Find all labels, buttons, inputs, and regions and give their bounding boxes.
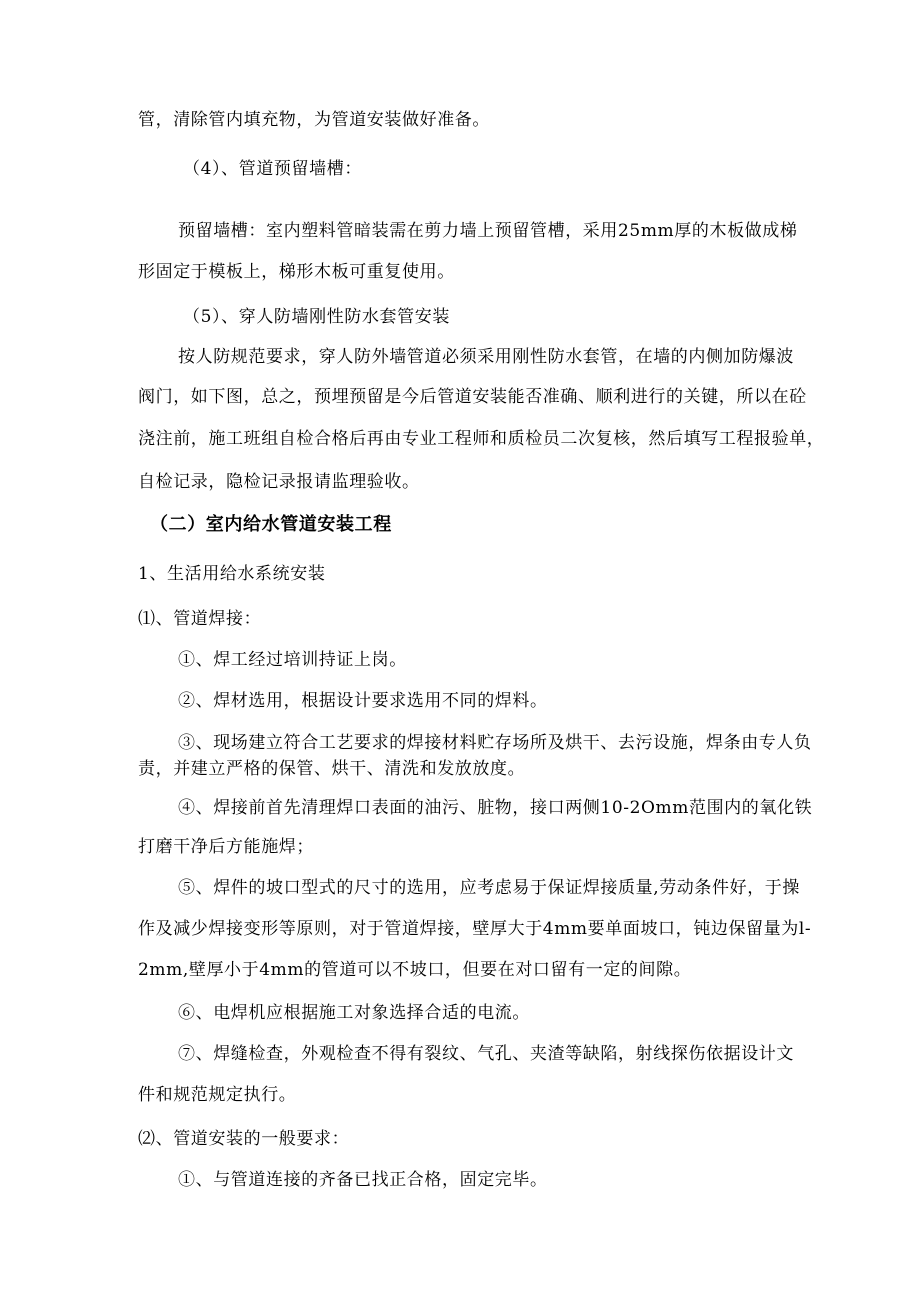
- list-item-continuation: 件和规范规定执行。: [138, 1085, 297, 1105]
- subsection-heading: ⑴、管道焊接：: [138, 609, 262, 629]
- paragraph-line: 预留墙槽：室内塑料管暗装需在剪力墙上预留管槽，采用25mm厚的木板做成梯: [178, 221, 798, 241]
- list-item: ⑥、电焊机应根据施工对象选择合适的电流。: [178, 1003, 530, 1023]
- list-item-continuation: 2mm,壁厚小于4mm的管道可以不坡口，但要在对口留有一定的间隙。: [138, 960, 692, 980]
- list-item: ②、焊材选用，根据设计要求选用不同的焊料。: [178, 691, 548, 711]
- list-item-continuation: 打磨干净后方能施焊；: [138, 837, 314, 857]
- paragraph-line: 浇注前，施工班组自检合格后再由专业工程师和质检员二次复核，然后填写工程报验单，: [138, 429, 825, 449]
- subsection-heading: （4）、管道预留墙槽：: [183, 159, 362, 179]
- list-item: ⑦、焊缝检查，外观检查不得有裂纹、气孔、夹渣等缺陷，射线探伤依据设计文: [178, 1044, 794, 1064]
- paragraph-line: 形固定于模板上，梯形木板可重复使用。: [138, 262, 455, 282]
- list-item: ①、焊工经过培训持证上岗。: [178, 650, 407, 670]
- list-item-continuation: 责，并建立严格的保管、烘干、清洗和发放放度。: [138, 759, 526, 779]
- subsection-heading: 1、生活用给水系统安装: [138, 564, 326, 584]
- subsection-heading: ⑵、管道安装的一般要求：: [138, 1129, 350, 1149]
- paragraph-line: 阀门，如下图，总之，预埋预留是今后管道安装能否准确、顺利进行的关键，所以在砼: [138, 387, 807, 407]
- section-heading: （二）室内给水管道安装工程: [150, 514, 392, 535]
- list-item: ③、现场建立符合工艺要求的焊接材料贮存场所及烘干、去污设施，焊条由专人负: [178, 733, 812, 753]
- list-item: ④、焊接前首先清理焊口表面的油污、脏物，接口两侧10-2Omm范围内的氧化铁: [178, 798, 813, 818]
- paragraph-line: 按人防规范要求，穿人防外墙管道必须采用刚性防水套管，在墙的内侧加防爆波: [178, 347, 794, 367]
- list-item-continuation: 作及减少焊接变形等原则，对于管道焊接，壁厚大于4mm要单面坡口，钝边保留量为l-: [138, 919, 812, 939]
- subsection-heading: （5）、穿人防墙刚性防水套管安装: [183, 307, 450, 327]
- list-item: ⑤、焊件的坡口型式的尺寸的选用，应考虑易于保证焊接质量,劳动条件好，于操: [178, 878, 801, 898]
- list-item: ①、与管道连接的齐备已找正合格，固定完毕。: [178, 1170, 548, 1190]
- paragraph-line: 自检记录，隐检记录报请监理验收。: [138, 472, 420, 492]
- paragraph-line: 管，清除管内填充物，为管道安装做好准备。: [138, 110, 490, 130]
